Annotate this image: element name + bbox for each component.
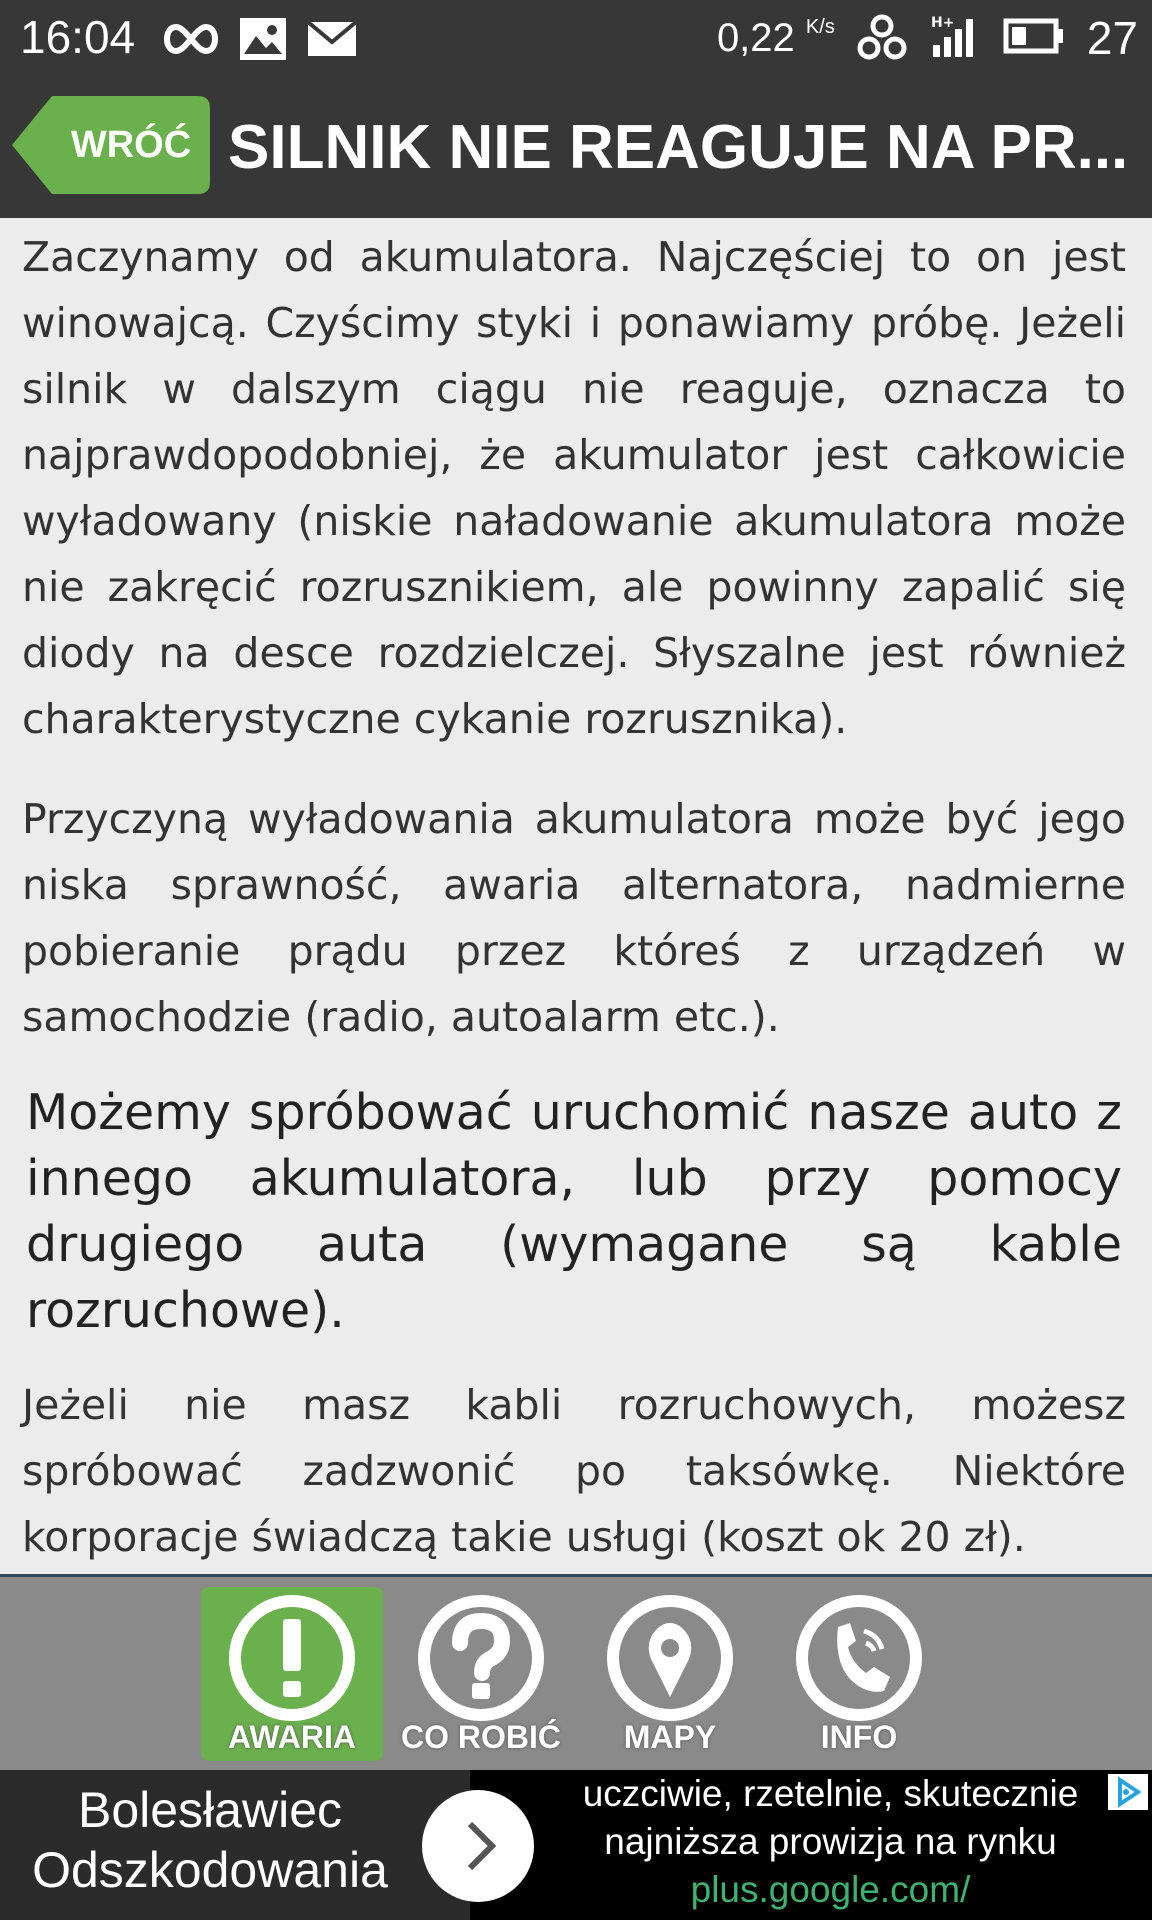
nav-item-info[interactable] bbox=[768, 1587, 950, 1761]
sync-icon bbox=[857, 12, 907, 64]
bottom-nav bbox=[0, 1577, 1152, 1770]
exclamation-icon bbox=[227, 1593, 357, 1723]
ad-text-line2: najniższa prowizja na rynku bbox=[604, 1821, 1057, 1862]
ad-advertiser-name bbox=[10, 1780, 410, 1900]
svg-text:H+: H+ bbox=[930, 15, 955, 31]
question-icon bbox=[416, 1593, 546, 1723]
nav-item-awaria[interactable] bbox=[201, 1587, 383, 1761]
network-speed bbox=[717, 16, 835, 61]
status-bar bbox=[0, 0, 1152, 78]
ad-advertiser-panel[interactable] bbox=[0, 1770, 470, 1920]
battery-level: 27 bbox=[1086, 12, 1138, 64]
ad-url: plus.google.com/ bbox=[690, 1869, 971, 1910]
speed-value: 0,22 bbox=[716, 15, 795, 60]
article-paragraph: Jeżeli nie masz kabli rozruchowych, możesz spróbować zadzwonić po taksówkę. Niektóre korporacje świadczą takie usługi (koszt ok 20 zł). bbox=[22, 1381, 1126, 1561]
status-indicators bbox=[717, 10, 1138, 66]
map-pin-icon bbox=[605, 1593, 735, 1723]
ad-banner[interactable] bbox=[0, 1770, 1152, 1920]
chevron-right-icon bbox=[422, 1790, 534, 1902]
phone-icon bbox=[794, 1593, 924, 1723]
ad-text-line1: uczciwie, rzetelnie, skutecznie bbox=[582, 1773, 1079, 1814]
battery-icon bbox=[1003, 16, 1065, 60]
nav-label: INFO bbox=[820, 1719, 898, 1755]
ad-open-button[interactable] bbox=[422, 1790, 534, 1902]
speed-unit: K/s bbox=[805, 15, 835, 38]
back-button[interactable] bbox=[12, 96, 210, 194]
page-title: SILNIK NIE REAGUJE NA PR... bbox=[228, 113, 1129, 182]
nav-label: MAPY bbox=[623, 1719, 717, 1755]
signal-icon bbox=[929, 11, 981, 65]
app-header bbox=[0, 78, 1152, 218]
ad-advertiser-line1: Bolesławiec bbox=[77, 1782, 342, 1838]
ad-text[interactable] bbox=[548, 1770, 1113, 1914]
nav-item-co-robic[interactable] bbox=[390, 1587, 572, 1761]
article-paragraph: Zaczynamy od akumulatora. Najczęściej to on jest winowajcą. Czyścimy styki i ponawiamy próbę. Jeżeli silnik w dalszym ciągu nie reaguje, oznacza to najprawdopodobniej, że akumulator jest całkowicie wyładowany (niskie naładowanie akumulatora może nie zakręcić rozrusznikiem, ale powinny zapalić się diody na desce rozdzielczej. Słyszalne jest również charakterystyczne cykanie rozrusznika). bbox=[22, 233, 1126, 743]
article-highlight-paragraph: Możemy spróbować uruchomić nasze auto z innego akumulatora, lub przy pomocy drugiego auta (wymagane są kable rozruchowe). bbox=[26, 1084, 1122, 1339]
image-icon bbox=[238, 14, 288, 68]
back-button-label: WRÓĆ bbox=[70, 124, 192, 166]
status-time: 16:04 bbox=[20, 11, 136, 63]
adchoices-icon[interactable] bbox=[1108, 1774, 1148, 1810]
infinity-icon bbox=[160, 14, 222, 68]
nav-label: CO ROBIĆ bbox=[401, 1719, 561, 1755]
article-content[interactable] bbox=[0, 218, 1152, 1574]
ad-advertiser-line2: Odszkodowania bbox=[32, 1842, 388, 1898]
nav-label: AWARIA bbox=[228, 1719, 356, 1755]
mail-icon bbox=[306, 14, 358, 68]
article-paragraph: Przyczyną wyładowania akumulatora może być jego niska sprawność, awaria alternatora, nadmierne pobieranie prądu przez któreś z urządzeń w samochodzie (radio, autoalarm etc.). bbox=[22, 795, 1126, 1041]
nav-item-mapy[interactable] bbox=[579, 1587, 761, 1761]
